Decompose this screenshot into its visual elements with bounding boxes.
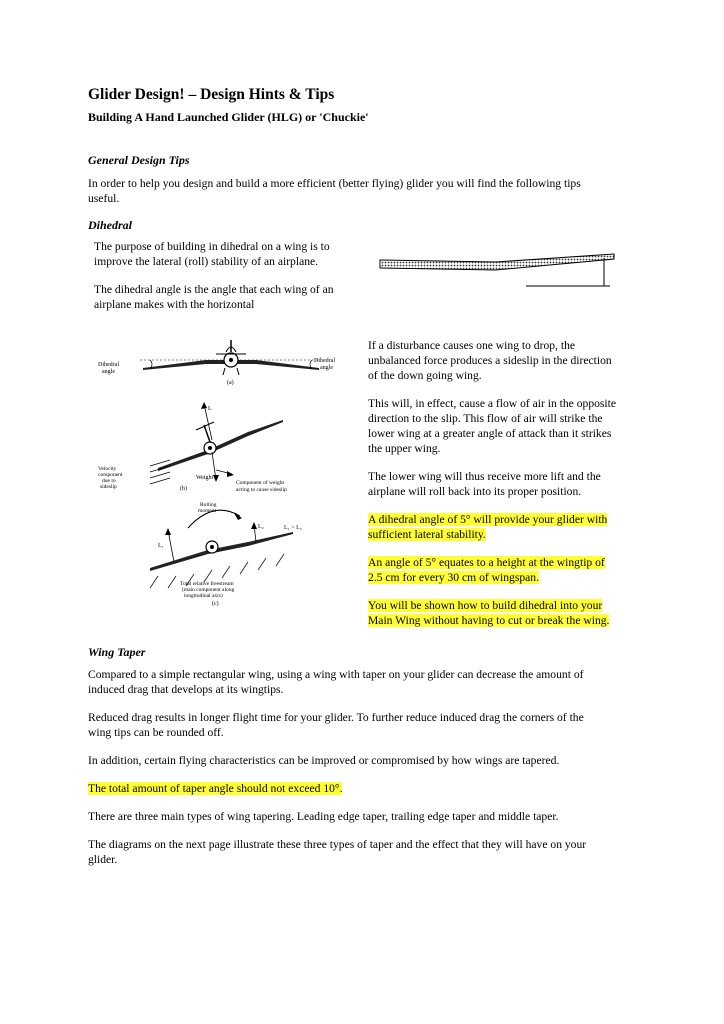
text-line: Reduced drag results in longer flight time for your glider. To further reduce induced drag the corners of the [88,711,584,724]
text-line: airplane makes with the horizontal [94,298,255,311]
label-velocity: Velocity [98,466,117,472]
wing-taper-text [88,667,648,867]
label-L2: L₂ [258,524,264,530]
label-dihedral-left-2: angle [102,369,115,375]
text-line: If a disturbance causes one wing to drop, the [368,339,576,352]
page-title: Glider Design! – Design Hints & Tips [88,86,335,103]
highlight-build-note-2: Main Wing without having to cut or break the wing. [368,614,610,627]
dihedral-wing-sketch [378,246,618,292]
dihedral-explanation [368,338,638,628]
dihedral-purpose-text [94,239,369,312]
label-freestream-2: (main component along [182,587,235,593]
text-line: useful. [88,192,120,205]
highlight-build-note: You will be shown how to build dihedral into your [368,599,603,612]
page-subtitle: Building A Hand Launched Glider (HLG) or 'Chuckie' [88,110,369,124]
highlight-wingtip-height: An angle of 5° equates to a height at the wingtip of [368,556,605,569]
label-component: Component of weight [236,480,284,486]
text-line: wing tips can be rounded off. [88,726,224,739]
wing-taper-heading: Wing Taper [88,645,146,659]
general-tips-heading: General Design Tips [88,153,190,167]
label-dihedral-left: Dihedral [98,362,119,368]
label-a: (a) [227,380,234,386]
text-line: Compared to a simple rectangular wing, using a wing with taper on your glider can decrease the amount of [88,668,584,681]
highlight-dihedral-angle-2: sufficient lateral stability. [368,528,486,541]
general-tips-text [88,176,648,206]
text-line: direction to the slip. This flow of air will strike the [368,412,603,425]
label-velocity-4: sideslip [100,484,117,490]
label-rolling: Rolling [200,502,217,508]
label-weight: Weight [196,475,214,481]
dihedral-heading: Dihedral [88,218,133,232]
label-rolling-2: moment [198,508,217,514]
text-line: The dihedral angle is the angle that each wing of an [94,283,334,296]
airplane-banked-view [98,402,287,493]
text-line: of the down going wing. [368,369,482,382]
text-line: In addition, certain flying characteristics can be improved or compromised by how wings are tapered. [88,754,560,767]
text-line: the upper wing. [368,442,441,455]
highlight-wingtip-height-2: 2.5 cm for every 30 cm of wingspan. [368,571,539,584]
label-dihedral-right: Dihedral [314,358,335,364]
text-line: This will, in effect, cause a flow of air in the opposite [368,397,617,410]
label-lift: L [208,406,212,412]
label-b: (b) [180,486,187,492]
dihedral-roll-figure [88,330,353,622]
text-line: unbalanced force produces a sideslip in the direction [368,354,612,367]
highlight-dihedral-angle: A dihedral angle of 5° will provide your glider with [368,513,608,526]
text-line: glider. [88,853,118,866]
text-line: improve the lateral (roll) stability of an airplane. [94,255,319,268]
highlight-taper-limit: The total amount of taper angle should not exceed 10°. [88,782,343,795]
text-line: induced drag that develops at its wingtips. [88,683,284,696]
text-line: There are three main types of wing tapering. Leading edge taper, trailing edge taper and middle taper. [88,810,559,823]
airplane-rolling-view [150,502,302,607]
airplane-front-view [98,340,335,386]
label-L1-gt-L2: L₁ > L₂ [284,525,302,531]
label-L1: L₁ [158,543,164,549]
label-c: (c) [212,601,219,607]
label-freestream: Total relative freestream [180,581,234,587]
text-line: In order to help you design and build a more efficient (better flying) glider you will find the following tips [88,177,581,190]
label-velocity-3: due to [102,478,116,484]
text-line: The diagrams on the next page illustrate these three types of taper and the effect that they will have on your [88,838,587,851]
text-line: airplane will roll back into its proper position. [368,485,582,498]
text-line: The lower wing will thus receive more lift and the [368,470,601,483]
label-velocity-2: component [98,472,123,478]
label-component-2: acting to cause sideslip [236,487,287,493]
text-line: The purpose of building in dihedral on a wing is to [94,240,330,253]
text-line: lower wing at a greater angle of attack than it strikes [368,427,612,440]
label-dihedral-right-2: angle [320,365,333,371]
label-freestream-3: longitudinal axis) [184,593,223,599]
